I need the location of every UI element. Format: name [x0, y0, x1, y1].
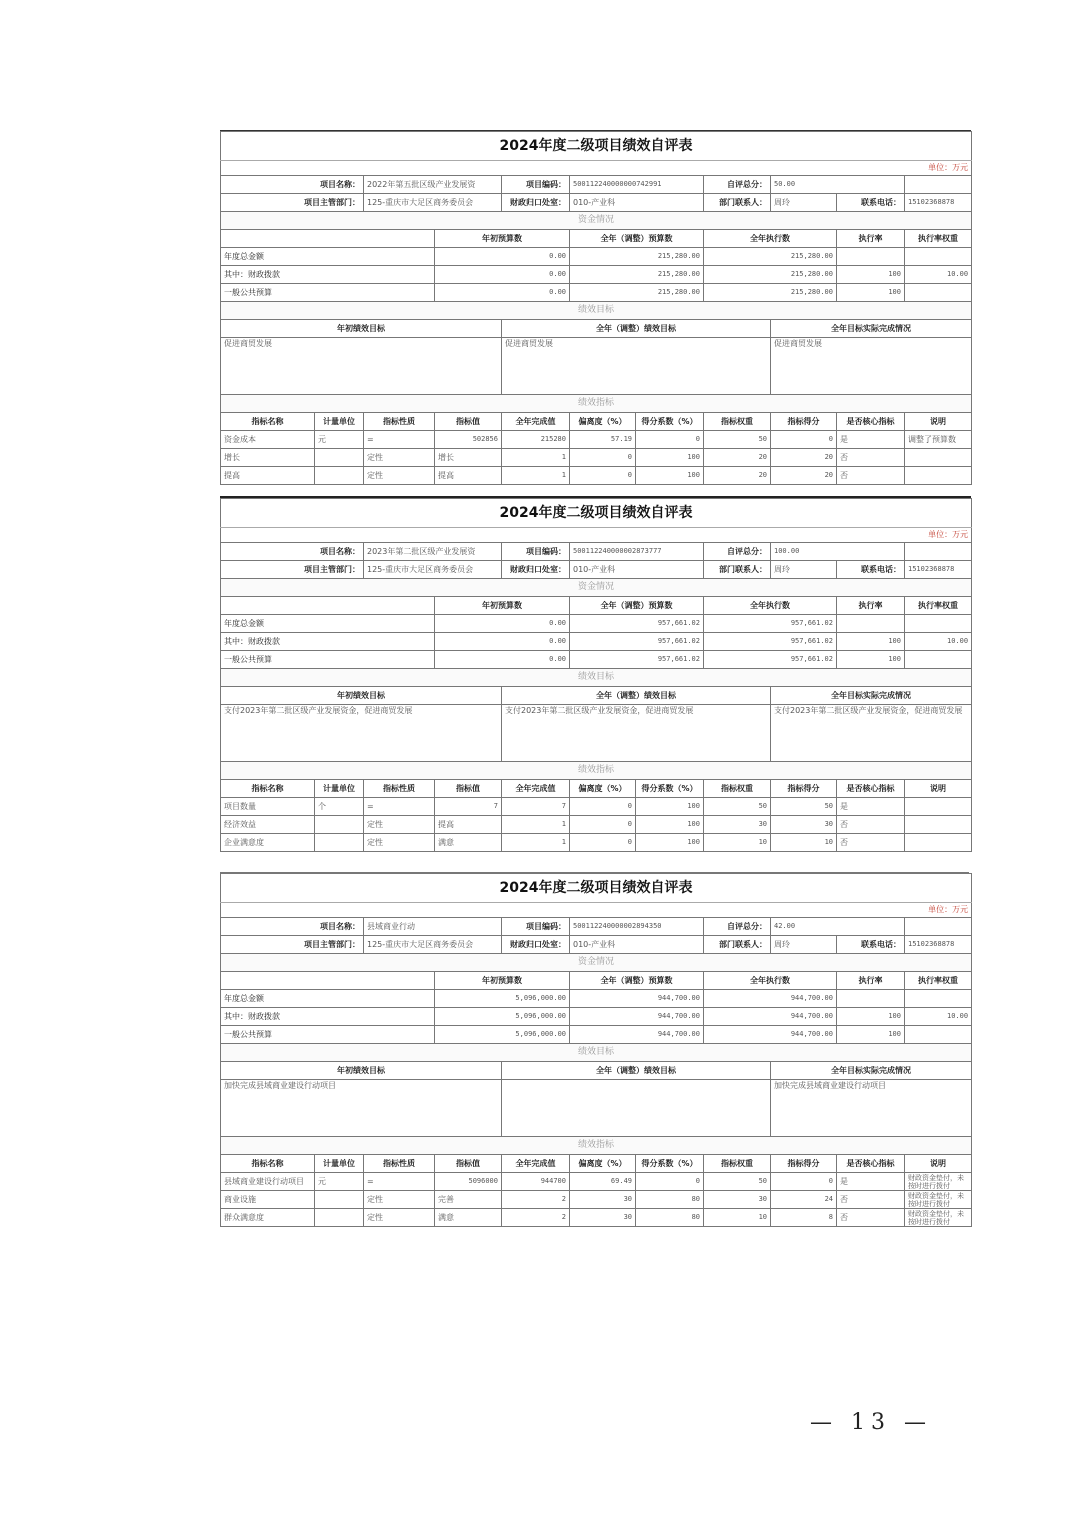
- unit-label: 单位：万元: [221, 903, 972, 918]
- indicator-cell: [315, 1209, 364, 1227]
- fund-header: [221, 230, 435, 248]
- indicator-cell: 80: [636, 1191, 704, 1209]
- unit-label: 单位：万元: [221, 528, 972, 543]
- indicator-cell: 定性: [364, 467, 435, 485]
- indicator-cell: 企业满意度: [221, 834, 315, 852]
- indicator-cell: [315, 834, 364, 852]
- indicator-cell: 定性: [364, 1209, 435, 1227]
- indicator-header: 指标名称: [221, 1155, 315, 1173]
- indicator-header: 说明: [905, 1155, 972, 1173]
- indicator-cell: 100: [636, 816, 704, 834]
- indicator-cell: 30: [570, 1209, 636, 1227]
- indicator-cell: 80: [636, 1209, 704, 1227]
- indicator-header: 得分系数（%）: [636, 1155, 704, 1173]
- fund-value: 957,661.02: [570, 651, 704, 669]
- fund-value: 100: [837, 284, 905, 302]
- indicator-header: 是否核心指标: [837, 1155, 905, 1173]
- indicator-cell: 定性: [364, 816, 435, 834]
- indicator-cell: =: [364, 431, 435, 449]
- goal-header: 全年目标实际完成情况: [771, 687, 972, 705]
- indicator-cell: 是: [837, 1173, 905, 1191]
- indicator-header: 指标值: [435, 1155, 502, 1173]
- fund-value: 215,280.00: [704, 284, 837, 302]
- indicator-cell: 是: [837, 431, 905, 449]
- project-name-value: 2022年第五批区级产业发展资: [364, 176, 502, 194]
- indicator-header: 指标得分: [771, 413, 837, 431]
- project-name-label: 项目名称：: [221, 918, 364, 936]
- indicator-cell: 0: [570, 816, 636, 834]
- indicator-cell: 1: [502, 816, 570, 834]
- indicator-cell: 0: [636, 431, 704, 449]
- indicator-cell: 元: [315, 431, 364, 449]
- project-code-label: 项目编码：: [502, 543, 570, 561]
- fund-value: 215,280.00: [704, 248, 837, 266]
- indicator-cell: 否: [837, 1191, 905, 1209]
- fund-row-label: 年度总金额: [221, 615, 435, 633]
- fund-header: 执行率权重: [905, 597, 972, 615]
- indicator-cell: 100: [636, 798, 704, 816]
- indicator-header: 是否核心指标: [837, 413, 905, 431]
- fund-header: 年初预算数: [435, 597, 570, 615]
- fund-value: [905, 284, 972, 302]
- indicator-cell: 10: [771, 834, 837, 852]
- indicator-cell: 否: [837, 816, 905, 834]
- fund-value: 957,661.02: [704, 633, 837, 651]
- indicator-cell: =: [364, 1173, 435, 1191]
- indicator-cell: 0: [636, 1173, 704, 1191]
- indicator-cell: 30: [704, 1191, 771, 1209]
- finance-office-value: 010-产业科: [570, 561, 704, 579]
- fund-value: 100: [837, 651, 905, 669]
- fund-header: 执行率权重: [905, 972, 972, 990]
- fund-value: 215,280.00: [570, 284, 704, 302]
- fund-header: 全年执行数: [704, 972, 837, 990]
- goal-adjusted: [502, 1080, 771, 1137]
- indicator-cell: 满意: [435, 834, 502, 852]
- indicator-header: 指标性质: [364, 780, 435, 798]
- fund-value: 100: [837, 1008, 905, 1026]
- indicator-cell: 10: [704, 1209, 771, 1227]
- indicator-cell: 项目数量: [221, 798, 315, 816]
- evaluation-table-2: [220, 496, 971, 852]
- indicator-cell: 财政资金垫付，未按时进行拨付: [905, 1191, 972, 1209]
- indicator-header: 指标得分: [771, 780, 837, 798]
- indicator-header: 指标性质: [364, 413, 435, 431]
- indicator-cell: 定性: [364, 449, 435, 467]
- indicator-cell: 5096000: [435, 1173, 502, 1191]
- indicator-cell: 元: [315, 1173, 364, 1191]
- fund-value: [837, 248, 905, 266]
- indicator-cell: 财政资金垫付，未按时进行拨付: [905, 1209, 972, 1227]
- fund-header: 执行率权重: [905, 230, 972, 248]
- contact-label: 部门联系人：: [704, 561, 771, 579]
- page-number: — 13 —: [810, 1410, 932, 1435]
- fund-value: 215,280.00: [570, 248, 704, 266]
- fund-value: 5,096,000.00: [435, 990, 570, 1008]
- fund-header: [221, 597, 435, 615]
- indicator-cell: 调整了预算数: [905, 431, 972, 449]
- goal-initial: 加快完成县域商业建设行动项目: [221, 1080, 502, 1137]
- fund-header: 年初预算数: [435, 230, 570, 248]
- fund-row-label: 年度总金额: [221, 990, 435, 1008]
- fund-value: 5,096,000.00: [435, 1008, 570, 1026]
- indicator-cell: 57.19: [570, 431, 636, 449]
- indicator-header: 计量单位: [315, 1155, 364, 1173]
- fund-value: 957,661.02: [704, 651, 837, 669]
- indicator-cell: 增长: [435, 449, 502, 467]
- indicator-cell: 是: [837, 798, 905, 816]
- phone-value: 15102368878: [905, 561, 972, 579]
- fund-value: 0.00: [435, 633, 570, 651]
- indicator-cell: 8: [771, 1209, 837, 1227]
- dept-label: 项目主管部门：: [221, 561, 364, 579]
- indicator-cell: 0: [771, 1173, 837, 1191]
- finance-office-value: 010-产业科: [570, 194, 704, 212]
- indicator-cell: 定性: [364, 1191, 435, 1209]
- indicator-cell: 2: [502, 1209, 570, 1227]
- fund-value: [905, 248, 972, 266]
- indicator-cell: 944700: [502, 1173, 570, 1191]
- indicator-cell: 增长: [221, 449, 315, 467]
- fund-row-label: 其中：财政拨款: [221, 266, 435, 284]
- indicator-cell: 30: [704, 816, 771, 834]
- fund-value: 944,700.00: [570, 990, 704, 1008]
- fund-row-label: 一般公共预算: [221, 651, 435, 669]
- indicator-header: 指标名称: [221, 780, 315, 798]
- self-score-label: 自评总分：: [704, 543, 771, 561]
- indicator-cell: 否: [837, 1209, 905, 1227]
- dept-label: 项目主管部门：: [221, 936, 364, 954]
- indicator-header: 指标权重: [704, 413, 771, 431]
- self-score-label: 自评总分：: [704, 918, 771, 936]
- fund-header: 执行率: [837, 597, 905, 615]
- indicator-cell: [905, 798, 972, 816]
- indicator-cell: 0: [570, 467, 636, 485]
- fund-row-label: 一般公共预算: [221, 284, 435, 302]
- fund-value: 0.00: [435, 266, 570, 284]
- self-score-value: 42.00: [771, 918, 905, 936]
- fund-value: [905, 651, 972, 669]
- empty-cell: [905, 176, 972, 194]
- fund-value: 0.00: [435, 651, 570, 669]
- goal-header: 全年（调整）绩效目标: [502, 320, 771, 338]
- self-score-value: 50.00: [771, 176, 905, 194]
- indicator-header: 指标值: [435, 780, 502, 798]
- indicator-header: 全年完成值: [502, 780, 570, 798]
- indicator-cell: 100: [636, 467, 704, 485]
- indicator-cell: 0: [771, 431, 837, 449]
- dept-label: 项目主管部门：: [221, 194, 364, 212]
- fund-value: 10.00: [905, 633, 972, 651]
- indicator-cell: 50: [704, 1173, 771, 1191]
- section-indicators: 绩效指标: [221, 1137, 972, 1155]
- indicator-cell: 10: [704, 834, 771, 852]
- indicator-header: 计量单位: [315, 413, 364, 431]
- indicator-header: 指标得分: [771, 1155, 837, 1173]
- indicator-header: 指标权重: [704, 780, 771, 798]
- indicator-cell: 30: [570, 1191, 636, 1209]
- evaluation-table-3: [220, 872, 969, 1227]
- indicator-cell: 提高: [221, 467, 315, 485]
- indicator-header: 计量单位: [315, 780, 364, 798]
- finance-office-label: 财政归口处室：: [502, 194, 570, 212]
- indicator-cell: 100: [636, 449, 704, 467]
- indicator-cell: 50: [704, 431, 771, 449]
- fund-value: [837, 615, 905, 633]
- contact-label: 部门联系人：: [704, 194, 771, 212]
- fund-value: [905, 615, 972, 633]
- indicator-cell: 20: [771, 449, 837, 467]
- indicator-header: 指标值: [435, 413, 502, 431]
- indicator-cell: [905, 449, 972, 467]
- section-funds: 资金情况: [221, 954, 972, 972]
- fund-value: 100: [837, 266, 905, 284]
- fund-header: 全年执行数: [704, 230, 837, 248]
- indicator-cell: 0: [570, 798, 636, 816]
- indicator-header: 偏离度（%）: [570, 780, 636, 798]
- goal-actual: 加快完成县域商业建设行动项目: [771, 1080, 972, 1137]
- indicator-cell: 满意: [435, 1209, 502, 1227]
- goal-adjusted: 促进商贸发展: [502, 338, 771, 395]
- section-indicators: 绩效指标: [221, 762, 972, 780]
- self-score-value: 100.00: [771, 543, 905, 561]
- contact-value: 周玲: [771, 936, 837, 954]
- indicator-cell: 否: [837, 467, 905, 485]
- fund-row-label: 其中：财政拨款: [221, 633, 435, 651]
- goal-header: 全年目标实际完成情况: [771, 320, 972, 338]
- fund-header: 全年（调整）预算数: [570, 972, 704, 990]
- fund-value: 10.00: [905, 1008, 972, 1026]
- indicator-cell: 1: [502, 467, 570, 485]
- project-code-value: 500112240000002894350: [570, 918, 704, 936]
- fund-value: 944,700.00: [704, 1026, 837, 1044]
- fund-value: 944,700.00: [570, 1008, 704, 1026]
- contact-value: 周玲: [771, 561, 837, 579]
- project-name-label: 项目名称：: [221, 543, 364, 561]
- phone-value: 15102368878: [905, 936, 972, 954]
- indicator-cell: 30: [771, 816, 837, 834]
- indicator-cell: 0: [570, 449, 636, 467]
- section-goals: 绩效目标: [221, 669, 972, 687]
- indicator-cell: 0: [570, 834, 636, 852]
- fund-header: [221, 972, 435, 990]
- indicator-cell: 100: [636, 834, 704, 852]
- indicator-cell: 1: [502, 834, 570, 852]
- indicator-cell: 50: [771, 798, 837, 816]
- fund-value: 957,661.02: [570, 615, 704, 633]
- dept-value: 125-重庆市大足区商务委员会: [364, 561, 502, 579]
- indicator-cell: 资金成本: [221, 431, 315, 449]
- phone-label: 联系电话：: [837, 936, 905, 954]
- empty-cell: [905, 918, 972, 936]
- indicator-cell: 提高: [435, 467, 502, 485]
- fund-row-label: 年度总金额: [221, 248, 435, 266]
- indicator-cell: [315, 467, 364, 485]
- indicator-header: 得分系数（%）: [636, 780, 704, 798]
- goal-adjusted: 支付2023年第二批区级产业发展资金，促进商贸发展: [502, 705, 771, 762]
- fund-header: 全年执行数: [704, 597, 837, 615]
- indicator-cell: 20: [704, 449, 771, 467]
- indicator-header: 说明: [905, 413, 972, 431]
- indicator-cell: 2: [502, 1191, 570, 1209]
- fund-header: 全年（调整）预算数: [570, 597, 704, 615]
- finance-office-value: 010-产业科: [570, 936, 704, 954]
- goal-initial: 促进商贸发展: [221, 338, 502, 395]
- indicator-cell: 个: [315, 798, 364, 816]
- fund-value: [905, 1026, 972, 1044]
- fund-header: 执行率: [837, 972, 905, 990]
- fund-value: 100: [837, 633, 905, 651]
- indicator-cell: [315, 816, 364, 834]
- indicator-header: 偏离度（%）: [570, 1155, 636, 1173]
- section-funds: 资金情况: [221, 212, 972, 230]
- indicator-header: 指标名称: [221, 413, 315, 431]
- goal-initial: 支付2023年第二批区级产业发展资金，促进商贸发展: [221, 705, 502, 762]
- indicator-cell: [905, 834, 972, 852]
- goal-header: 全年目标实际完成情况: [771, 1062, 972, 1080]
- phone-label: 联系电话：: [837, 194, 905, 212]
- indicator-header: 偏离度（%）: [570, 413, 636, 431]
- fund-value: 0.00: [435, 248, 570, 266]
- project-name-value: 县域商业行动: [364, 918, 502, 936]
- table-title: 2024年度二级项目绩效自评表: [221, 499, 972, 528]
- project-code-label: 项目编码：: [502, 176, 570, 194]
- fund-value: 0.00: [435, 615, 570, 633]
- indicator-cell: 群众满意度: [221, 1209, 315, 1227]
- finance-office-label: 财政归口处室：: [502, 936, 570, 954]
- project-code-label: 项目编码：: [502, 918, 570, 936]
- fund-value: 944,700.00: [704, 1008, 837, 1026]
- indicator-cell: 24: [771, 1191, 837, 1209]
- indicator-cell: 否: [837, 449, 905, 467]
- section-indicators: 绩效指标: [221, 395, 972, 413]
- goal-actual: 支付2023年第二批区级产业发展资金，促进商贸发展: [771, 705, 972, 762]
- indicator-cell: 提高: [435, 816, 502, 834]
- self-score-label: 自评总分：: [704, 176, 771, 194]
- indicator-header: 全年完成值: [502, 1155, 570, 1173]
- indicator-cell: 215280: [502, 431, 570, 449]
- finance-office-label: 财政归口处室：: [502, 561, 570, 579]
- fund-value: 10.00: [905, 266, 972, 284]
- goal-header: 全年（调整）绩效目标: [502, 687, 771, 705]
- indicator-cell: =: [364, 798, 435, 816]
- project-code-value: 500112240000002873777: [570, 543, 704, 561]
- indicator-header: 指标性质: [364, 1155, 435, 1173]
- fund-header: 年初预算数: [435, 972, 570, 990]
- evaluation-table-1: [220, 130, 971, 485]
- indicator-cell: 完善: [435, 1191, 502, 1209]
- indicator-cell: 7: [502, 798, 570, 816]
- indicator-header: 指标权重: [704, 1155, 771, 1173]
- fund-value: 215,280.00: [704, 266, 837, 284]
- indicator-cell: 经济效益: [221, 816, 315, 834]
- indicator-cell: 定性: [364, 834, 435, 852]
- indicator-cell: [315, 1191, 364, 1209]
- fund-header: 全年（调整）预算数: [570, 230, 704, 248]
- fund-header: 执行率: [837, 230, 905, 248]
- fund-value: [837, 990, 905, 1008]
- indicator-cell: 1: [502, 449, 570, 467]
- indicator-cell: 69.49: [570, 1173, 636, 1191]
- indicator-cell: 财政资金垫付，未按时进行拨付: [905, 1173, 972, 1191]
- fund-value: [905, 990, 972, 1008]
- phone-label: 联系电话：: [837, 561, 905, 579]
- table-title: 2024年度二级项目绩效自评表: [221, 132, 972, 161]
- fund-value: 5,096,000.00: [435, 1026, 570, 1044]
- indicator-cell: 县域商业建设行动项目: [221, 1173, 315, 1191]
- contact-value: 周玲: [771, 194, 837, 212]
- indicator-cell: 502856: [435, 431, 502, 449]
- fund-row-label: 其中：财政拨款: [221, 1008, 435, 1026]
- project-name-value: 2023年第二批区级产业发展资: [364, 543, 502, 561]
- fund-value: 944,700.00: [570, 1026, 704, 1044]
- dept-value: 125-重庆市大足区商务委员会: [364, 936, 502, 954]
- fund-row-label: 一般公共预算: [221, 1026, 435, 1044]
- empty-cell: [905, 543, 972, 561]
- fund-value: 215,280.00: [570, 266, 704, 284]
- section-funds: 资金情况: [221, 579, 972, 597]
- indicator-header: 全年完成值: [502, 413, 570, 431]
- contact-label: 部门联系人：: [704, 936, 771, 954]
- indicator-cell: 商业设施: [221, 1191, 315, 1209]
- phone-value: 15102368878: [905, 194, 972, 212]
- project-code-value: 500112240000000742991: [570, 176, 704, 194]
- indicator-cell: 否: [837, 834, 905, 852]
- indicator-cell: [315, 449, 364, 467]
- goal-actual: 促进商贸发展: [771, 338, 972, 395]
- indicator-cell: [905, 467, 972, 485]
- indicator-cell: 50: [704, 798, 771, 816]
- indicator-cell: 7: [435, 798, 502, 816]
- indicator-header: 说明: [905, 780, 972, 798]
- fund-value: 957,661.02: [704, 615, 837, 633]
- indicator-cell: 20: [771, 467, 837, 485]
- indicator-cell: [905, 816, 972, 834]
- goal-header: 年初绩效目标: [221, 1062, 502, 1080]
- section-goals: 绩效目标: [221, 302, 972, 320]
- fund-value: 944,700.00: [704, 990, 837, 1008]
- goal-header: 年初绩效目标: [221, 687, 502, 705]
- unit-label: 单位：万元: [221, 161, 972, 176]
- indicator-cell: 20: [704, 467, 771, 485]
- fund-value: 0.00: [435, 284, 570, 302]
- fund-value: 100: [837, 1026, 905, 1044]
- indicator-header: 是否核心指标: [837, 780, 905, 798]
- dept-value: 125-重庆市大足区商务委员会: [364, 194, 502, 212]
- table-title: 2024年度二级项目绩效自评表: [221, 874, 972, 903]
- fund-value: 957,661.02: [570, 633, 704, 651]
- indicator-header: 得分系数（%）: [636, 413, 704, 431]
- goal-header: 年初绩效目标: [221, 320, 502, 338]
- project-name-label: 项目名称：: [221, 176, 364, 194]
- goal-header: 全年（调整）绩效目标: [502, 1062, 771, 1080]
- section-goals: 绩效目标: [221, 1044, 972, 1062]
